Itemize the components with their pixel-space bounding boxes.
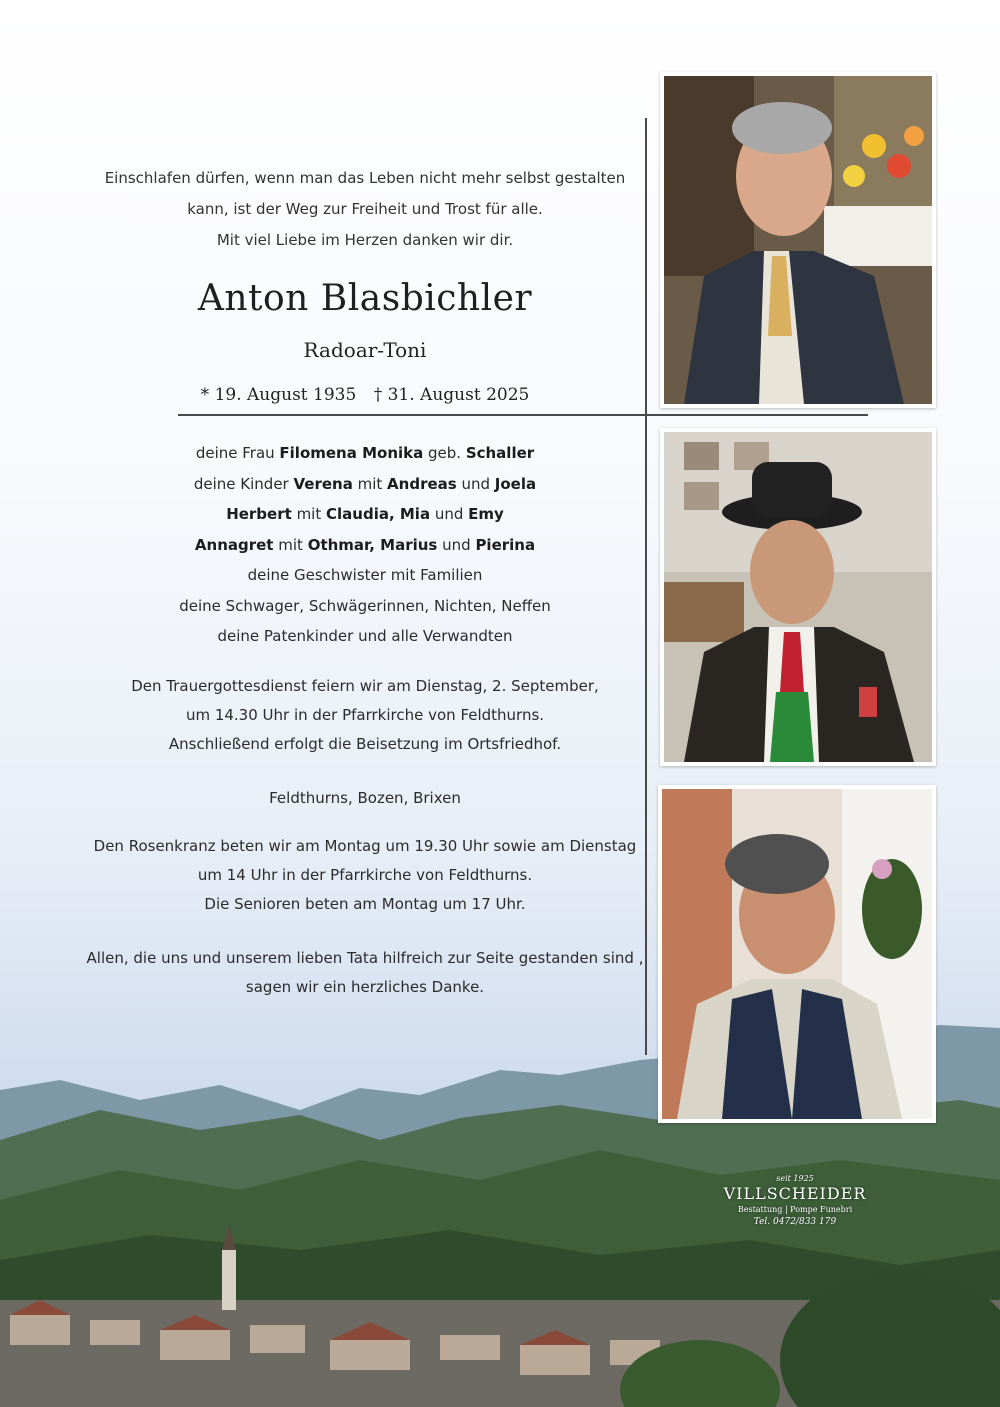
funeral-home-logo (720, 1174, 870, 1227)
name: Herbert (226, 505, 292, 523)
birth-date: * 19. August 1935 (200, 385, 357, 405)
family-line-3 (70, 499, 660, 530)
text: deine Kinder (193, 474, 294, 493)
deceased-name: Anton Blasbichler (197, 278, 533, 319)
family-line-7: deine Patenkinder und alle Verwandten (217, 627, 513, 645)
logo-since: seit 1925 (776, 1174, 814, 1183)
funeral-service (70, 672, 660, 759)
text: und (430, 505, 469, 523)
portrait-photo-home (658, 785, 936, 1123)
thanks (60, 944, 670, 1002)
service-line-1: Den Trauergottesdienst feiern wir am Dienstag, 2. September, (131, 677, 599, 695)
rosary-line-3: Die Senioren beten am Montag um 17 Uhr. (204, 895, 526, 913)
rosary-line-2: um 14 Uhr in der Pfarrkirche von Feldthurns. (197, 866, 533, 884)
cross-horizontal-line (178, 414, 868, 416)
name: Joela (494, 474, 537, 493)
death-date: † 31. August 2025 (373, 385, 530, 405)
name: Claudia, Mia (326, 505, 431, 523)
rosary-line-1: Den Rosenkranz beten wir am Montag um 19.30 Uhr sowie am Dienstag (93, 837, 637, 855)
rosary-info (70, 832, 660, 919)
places: Feldthurns, Bozen, Brixen (269, 789, 461, 807)
portrait-photo-traditional (660, 428, 936, 766)
text: mit (352, 474, 388, 493)
family-line-5: deine Geschwister mit Familien (247, 566, 483, 584)
family-line-2 (70, 469, 660, 500)
name: Othmar, Marius (307, 535, 438, 554)
text: deine Frau (195, 444, 280, 462)
name: Verena (293, 474, 353, 493)
intro-line-1: Einschlafen dürfen, wenn man das Leben nicht mehr selbst gestalten (104, 169, 626, 187)
intro-quote (70, 163, 660, 256)
thanks-line-2: sagen wir ein herzliches Danke. (245, 978, 485, 996)
family-line-4 (70, 530, 660, 561)
logo-brand: VILLSCHEIDER (723, 1184, 867, 1203)
intro-line-3: Mit viel Liebe im Herzen danken wir dir. (216, 231, 514, 249)
family-list (70, 438, 660, 652)
text: und (437, 535, 476, 554)
portrait-photo-church (660, 72, 936, 408)
text: mit (291, 505, 326, 523)
service-line-2: um 14.30 Uhr in der Pfarrkirche von Feldthurns. (185, 706, 545, 724)
deceased-nickname: Radoar-Toni (303, 338, 427, 362)
text: mit (273, 535, 308, 554)
logo-subtitle: Bestattung | Pompe Funebri (737, 1205, 853, 1214)
life-dates (70, 385, 660, 405)
name: Andreas (387, 474, 457, 493)
name: Annagret (194, 535, 274, 554)
intro-line-2: kann, ist der Weg zur Freiheit und Trost für alle. (187, 200, 543, 218)
text: geb. (423, 444, 466, 462)
text: und (456, 474, 495, 493)
family-line-1 (70, 438, 660, 469)
service-line-3: Anschließend erfolgt die Beisetzung im Ortsfriedhof. (168, 735, 562, 753)
logo-phone: Tel. 0472/833 179 (753, 1217, 837, 1227)
name: Filomena Monika (279, 444, 424, 462)
thanks-line-1: Allen, die uns und unserem lieben Tata hilfreich zur Seite gestanden sind , (86, 949, 644, 967)
name: Schaller (465, 444, 535, 462)
name: Pierina (475, 535, 536, 554)
name: Emy (468, 505, 504, 523)
family-line-6: deine Schwager, Schwägerinnen, Nichten, Neffen (179, 596, 551, 615)
